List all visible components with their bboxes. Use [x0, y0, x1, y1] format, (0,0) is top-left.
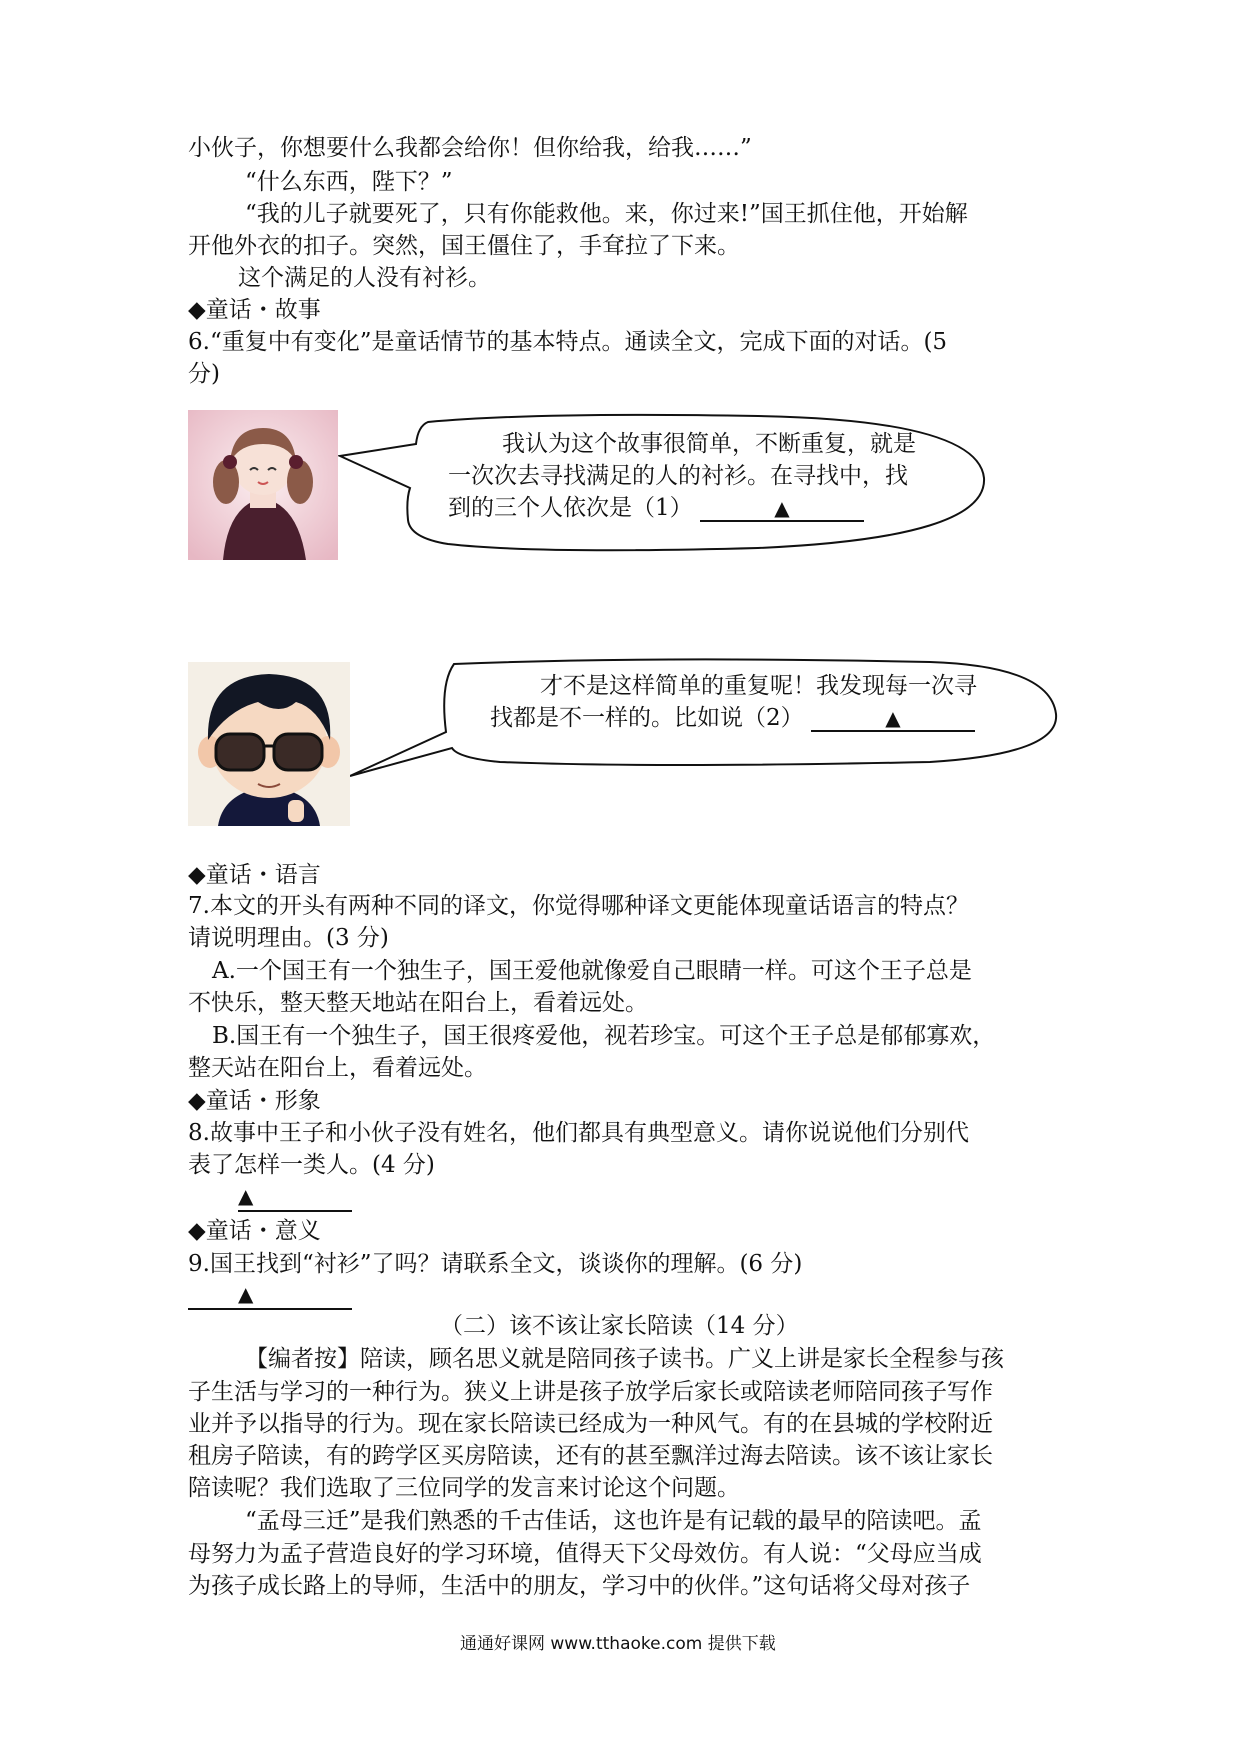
answer-blank-9[interactable]	[188, 1284, 352, 1310]
question-8-cont: 表了怎样一类人。(4 分)	[188, 1152, 435, 1178]
text-line: “我的儿子就要死了，只有你能救他。来，你过来!”国王抓住他，开始解	[245, 201, 968, 227]
triangle-marker: ▲	[238, 1282, 254, 1306]
girl-speech-bubble	[338, 408, 998, 558]
paragraph-line: “孟母三迁”是我们熟悉的千古佳话，这也许是有记载的最早的陪读吧。孟	[245, 1508, 982, 1534]
question-6: 6.“重复中有变化”是童话情节的基本特点。通读全文，完成下面的对话。(5	[188, 329, 948, 355]
answer-blank-1[interactable]	[700, 496, 864, 522]
answer-blank-2[interactable]	[811, 706, 975, 732]
text-line: 小伙子，你想要什么我都会给你！但你给我，给我……”	[188, 135, 752, 161]
bubble-text-prefix: 找都是不一样的。比如说（2）	[490, 705, 804, 731]
section-heading: ◆童话・故事	[188, 297, 321, 323]
option-b-cont: 整天站在阳台上，看着远处。	[188, 1055, 487, 1081]
bubble-text	[448, 492, 864, 525]
question-7: 7.本文的开头有两种不同的译文，你觉得哪种译文更能体现童话语言的特点？	[188, 893, 969, 919]
boy-speech-bubble	[350, 654, 1060, 784]
paragraph-line: 母努力为孟子营造良好的学习环境，值得天下父母效仿。有人说：“父母应当成	[188, 1541, 982, 1567]
bubble-text: 我认为这个故事很简单，不断重复，就是	[502, 431, 916, 457]
section-heading: ◆童话・形象	[188, 1088, 321, 1114]
question-7-cont: 请说明理由。(3 分)	[188, 925, 389, 951]
paragraph-line: 【编者按】陪读，顾名思义就是陪同孩子读书。广义上讲是家长全程参与孩	[245, 1346, 1004, 1372]
triangle-marker: ▲	[885, 706, 901, 730]
triangle-marker: ▲	[774, 496, 790, 520]
boy-avatar	[188, 662, 350, 826]
question-6-cont: 分)	[188, 361, 220, 387]
paragraph-line: 业并予以指导的行为。现在家长陪读已经成为一种风气。有的在县城的学校附近	[188, 1411, 993, 1437]
option-a-cont: 不快乐，整天整天地站在阳台上，看着远处。	[188, 990, 648, 1016]
section-title: （二）该不该让家长陪读（14 分）	[440, 1313, 799, 1339]
text-line: “什么东西，陛下？”	[245, 169, 453, 195]
text-line: 开他外衣的扣子。突然，国王僵住了，手耷拉了下来。	[188, 233, 740, 259]
footer-text: 通通好课网 www.tthaoke.com 提供下载	[460, 1634, 776, 1654]
paragraph-line: 租房子陪读，有的跨学区买房陪读，还有的甚至飘洋过海去陪读。该不该让家长	[188, 1443, 993, 1469]
question-8: 8.故事中王子和小伙子没有姓名，他们都具有典型意义。请你说说他们分别代	[188, 1120, 969, 1146]
bubble-text: 才不是这样简单的重复呢！我发现每一次寻	[540, 673, 977, 699]
question-9: 9.国王找到“衬衫”了吗？请联系全文，谈谈你的理解。(6 分)	[188, 1251, 803, 1277]
bubble-text-prefix: 到的三个人依次是（1）	[448, 495, 693, 521]
section-heading: ◆童话・语言	[188, 862, 321, 888]
triangle-marker: ▲	[238, 1184, 254, 1208]
option-b: B.国王有一个独生子，国王很疼爱他，视若珍宝。可这个王子总是郁郁寡欢，	[212, 1023, 996, 1049]
paragraph-line: 陪读呢？我们选取了三位同学的发言来讨论这个问题。	[188, 1475, 740, 1501]
answer-blank-8[interactable]	[238, 1184, 352, 1212]
bubble-text	[490, 702, 975, 735]
text-line: 这个满足的人没有衬衫。	[238, 265, 491, 291]
paragraph-line: 为孩子成长路上的导师，生活中的朋友，学习中的伙伴。”这句话将父母对孩子	[188, 1573, 971, 1599]
bubble-text: 一次次去寻找满足的人的衬衫。在寻找中，找	[448, 463, 908, 489]
option-a: A.一个国王有一个独生子，国王爱他就像爱自己眼睛一样。可这个王子总是	[212, 958, 972, 984]
section-heading: ◆童话・意义	[188, 1218, 321, 1244]
paragraph-line: 子生活与学习的一种行为。狭义上讲是孩子放学后家长或陪读老师陪同孩子写作	[188, 1379, 993, 1405]
girl-avatar	[188, 410, 338, 560]
